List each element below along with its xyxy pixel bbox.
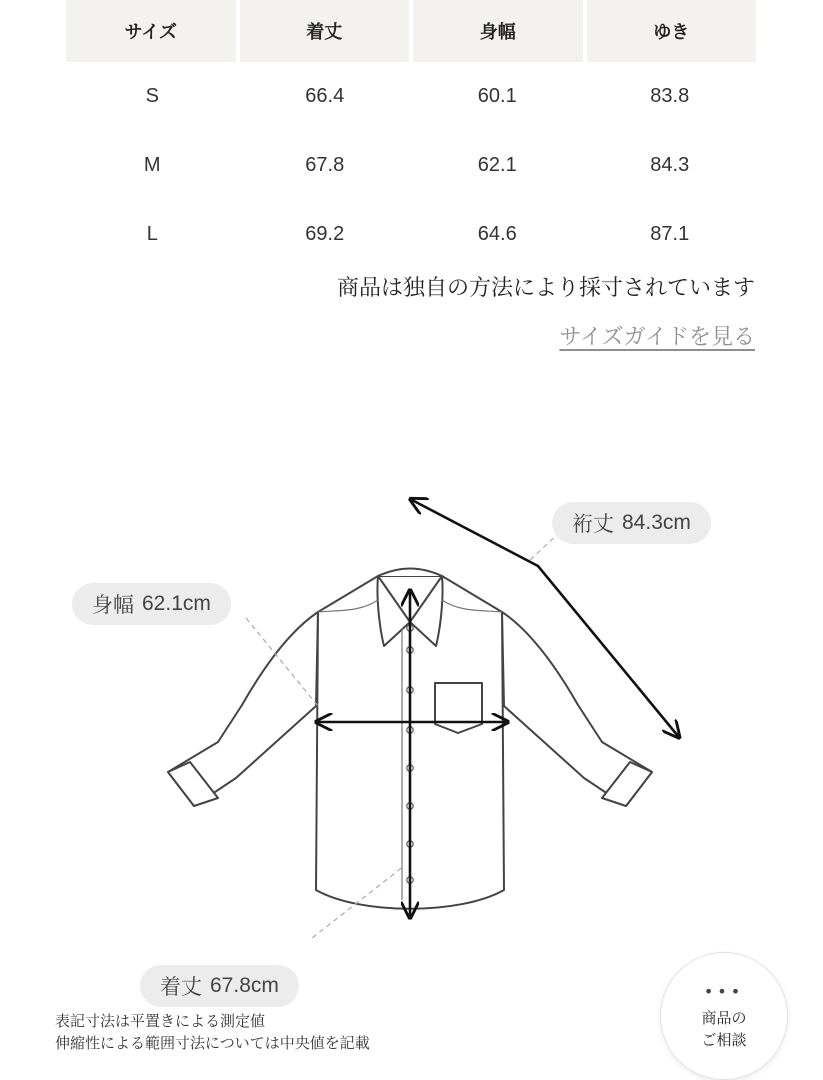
header-sleeve: ゆき (587, 0, 757, 62)
consult-label-line: ご相談 (701, 1030, 747, 1049)
length-label: 着丈 (160, 975, 202, 999)
header-length: 着丈 (240, 0, 410, 62)
consult-label-line: 商品の (701, 1008, 747, 1027)
length-measurement-label (140, 965, 299, 1007)
size-table-header (66, 0, 756, 62)
width-label: 身幅 (92, 593, 134, 617)
table-cell: 83.8 (650, 85, 690, 107)
table-cell: 64.6 (477, 223, 517, 245)
table-row (66, 62, 756, 131)
table-row (66, 200, 756, 269)
sleeve-label: 裄丈 (572, 512, 614, 536)
width-value: 62.1cm (142, 592, 211, 615)
size-table (66, 0, 756, 269)
footnote-line: 表記寸法は平置きによる測定値 (55, 1012, 266, 1030)
size-guide-link[interactable]: サイズガイドを見る (559, 325, 755, 350)
table-cell: 60.1 (477, 85, 517, 107)
table-row (66, 131, 756, 200)
table-cell: 66.4 (305, 85, 345, 107)
header-width: 身幅 (413, 0, 583, 62)
table-cell: 69.2 (305, 223, 345, 245)
table-cell: 87.1 (650, 223, 690, 245)
footnote (55, 1010, 370, 1054)
footnote-line: 伸縮性による範囲寸法については中央値を記載 (55, 1034, 370, 1052)
table-cell: L (146, 223, 158, 245)
shirt-measurement-diagram (0, 480, 823, 940)
product-consultation-button[interactable] (660, 952, 788, 1080)
table-cell: S (145, 85, 159, 107)
more-dots-icon: ••• (703, 981, 745, 1001)
width-measurement-label (72, 583, 231, 625)
header-size: サイズ (66, 0, 236, 62)
sleeve-value: 84.3cm (622, 511, 691, 534)
table-cell: 84.3 (650, 154, 690, 176)
sleeve-measurement-label (552, 502, 711, 544)
length-value: 67.8cm (210, 974, 279, 997)
table-cell: 62.1 (477, 154, 517, 176)
measurement-note: 商品は独自の方法により採寸されています (336, 276, 755, 301)
table-cell: 67.8 (305, 154, 345, 176)
table-cell: M (143, 154, 161, 176)
consult-label (701, 1007, 746, 1051)
